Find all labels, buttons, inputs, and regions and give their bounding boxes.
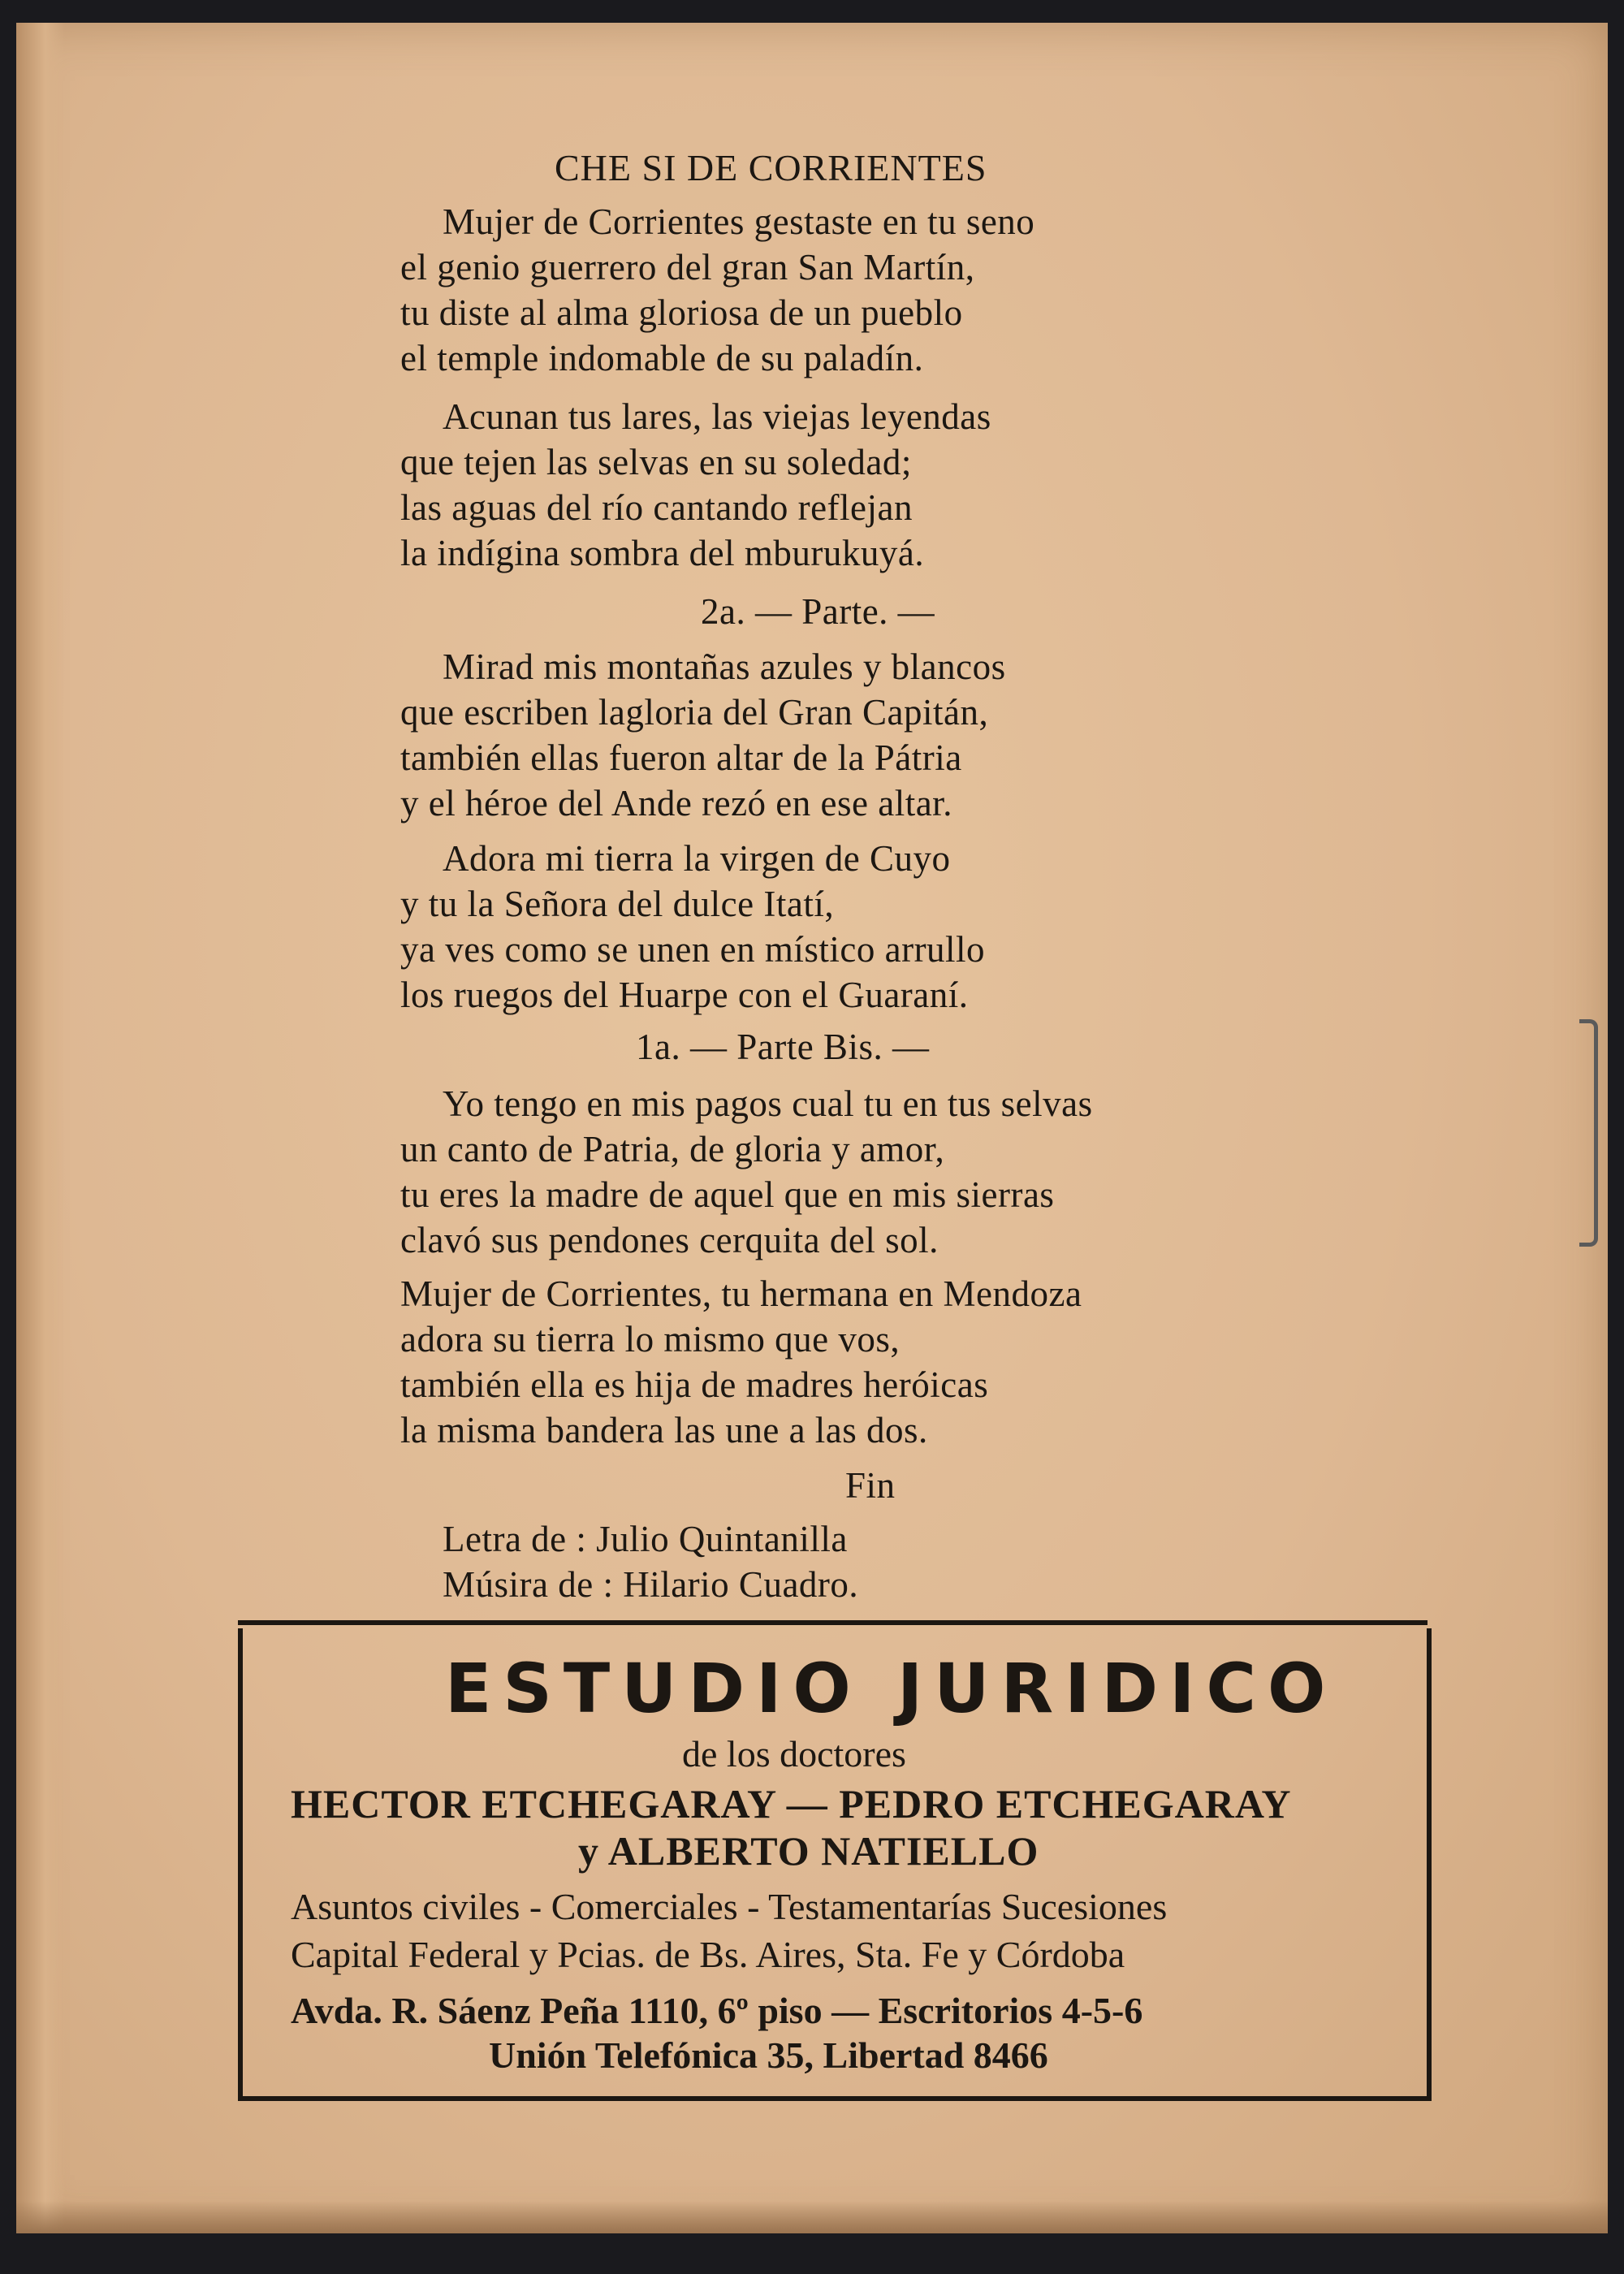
page-bottom-shadow (16, 2201, 1608, 2233)
staple-icon (1579, 1019, 1598, 1247)
stanza-1-line-4: el temple indomable de su paladín. (400, 338, 924, 378)
stanza-2-line-4: la indígina sombra del mburukuyá. (400, 533, 925, 573)
stanza-4-line-3: ya ves como se unen en místico arrullo (400, 929, 986, 970)
stanza-1-line-1: Mujer de Corrientes gestaste en tu seno (443, 201, 1035, 242)
ad-title: ESTUDIO JURIDICO (445, 1649, 1337, 1728)
stanza-6-line-3: también ella es hija de madres heróicas (400, 1364, 989, 1405)
ad-subtitle: de los doctores (682, 1733, 906, 1775)
ad-phone: Unión Telefónica 35, Libertad 8466 (489, 2034, 1048, 2076)
stanza-5-line-3: tu eres la madre de aquel que en mis sierras (400, 1174, 1055, 1215)
stanza-3-line-3: también ellas fueron altar de la Pátria (400, 737, 962, 778)
stanza-5-line-1: Yo tengo en mis pagos cual tu en tus selvas (443, 1083, 1093, 1124)
stanza-1-line-3: tu diste al alma gloriosa de un pueblo (400, 292, 963, 333)
ad-names-line-1: HECTOR ETCHEGARAY — PEDRO ETCHEGARAY (291, 1781, 1292, 1827)
stanza-3-line-2: que escriben lagloria del Gran Capitán, (400, 692, 989, 733)
stanza-6-line-4: la misma bandera las une a las dos. (400, 1410, 928, 1450)
stanza-4-line-4: los ruegos del Huarpe con el Guaraní. (400, 975, 969, 1015)
stanza-2-line-1: Acunan tus lares, las viejas leyendas (443, 396, 991, 437)
stanza-5-line-2: un canto de Patria, de gloria y amor, (400, 1129, 945, 1169)
stanza-5-line-4: clavó sus pendones cerquita del sol. (400, 1220, 939, 1260)
credits-lyrics: Letra de : Julio Quintanilla (443, 1519, 848, 1559)
song-title: CHE SI DE CORRIENTES (555, 147, 987, 188)
page-edge-shadow (16, 23, 65, 2233)
end-marker: Fin (845, 1465, 896, 1506)
ad-address: Avda. R. Sáenz Peña 1110, 6º piso — Escritorios 4-5-6 (291, 1990, 1143, 2031)
ad-jurisdictions: Capital Federal y Pcias. de Bs. Aires, Sta. Fe y Córdoba (291, 1934, 1125, 1975)
section-heading-part-1-bis: 1a. — Parte Bis. — (636, 1027, 930, 1067)
stanza-2-line-2: que tejen las selvas en su soledad; (400, 442, 912, 482)
stanza-3-line-1: Mirad mis montañas azules y blancos (443, 646, 1006, 687)
ad-top-rule (238, 1620, 1427, 1625)
stanza-1-line-2: el genio guerrero del gran San Martín, (400, 247, 975, 287)
stanza-3-line-4: y el héroe del Ande rezó en ese altar. (400, 783, 952, 824)
stanza-6-line-1: Mujer de Corrientes, tu hermana en Mendoza (400, 1273, 1082, 1314)
stanza-4-line-1: Adora mi tierra la virgen de Cuyo (443, 838, 951, 879)
stanza-4-line-2: y tu la Señora del dulce Itatí, (400, 884, 835, 924)
credits-music: Músira de : Hilario Cuadro. (443, 1564, 859, 1605)
section-heading-part-2: 2a. — Parte. — (701, 591, 935, 632)
stanza-6-line-2: adora su tierra lo mismo que vos, (400, 1319, 901, 1360)
stanza-2-line-3: las aguas del río cantando reflejan (400, 487, 913, 528)
ad-names-line-2: y ALBERTO NATIELLO (578, 1828, 1039, 1874)
ad-services: Asuntos civiles - Comerciales - Testamentarías Sucesiones (291, 1886, 1168, 1927)
